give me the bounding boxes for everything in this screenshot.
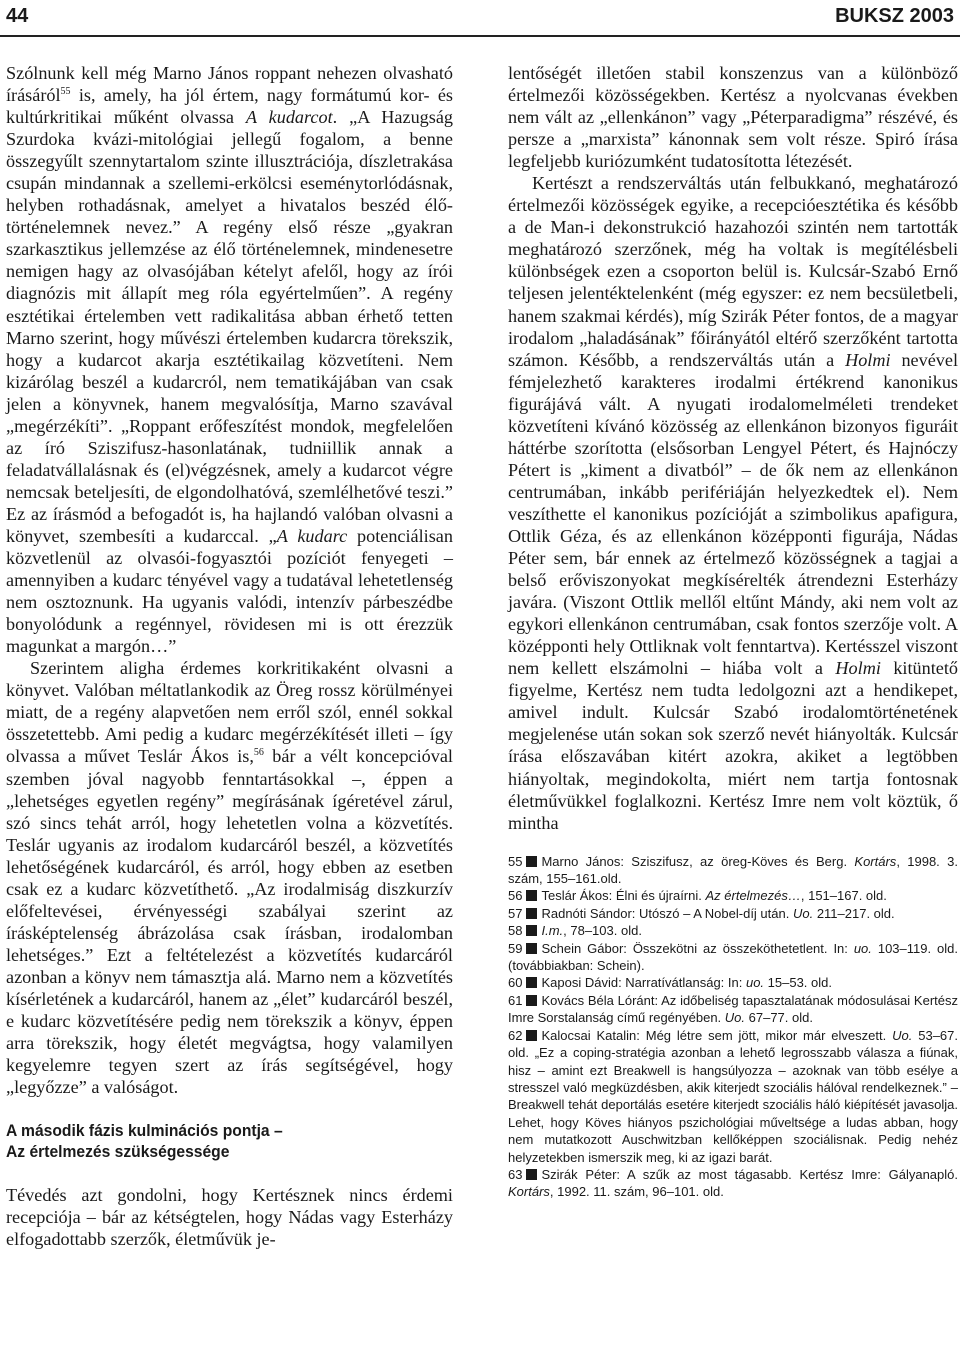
footnote-60: 60 Kaposi Dávid: Narratívátlanság: In: uo. 15–53. old. xyxy=(508,975,832,991)
footnote-number: 61 xyxy=(508,992,523,1008)
header-rule xyxy=(0,35,960,37)
footnote-number: 55 xyxy=(508,853,523,869)
right-column xyxy=(508,62,958,1201)
square-bullet-icon xyxy=(526,925,537,936)
paragraph: Tévedés azt gondolni, hogy Kertésznek nincs érdemi recepciója – bár az kétségtelen, hogy Nádas vagy Esterházy elfogadottabb szerzők, életművük je- xyxy=(6,1185,453,1250)
footnote-number: 60 xyxy=(508,975,523,991)
square-bullet-icon xyxy=(526,995,537,1006)
page-header xyxy=(0,0,960,38)
footnote-number: 57 xyxy=(508,905,523,921)
page-number: 44 xyxy=(6,5,29,27)
square-bullet-icon xyxy=(526,856,537,867)
footnote-number: 59 xyxy=(508,940,523,956)
footnote-63: 63 Szirák Péter: A szűk az most tágasabb. Kertész Imre: Gályanapló. Kortárs, 1992. 11. szám, 96–101. old. xyxy=(508,1166,958,1200)
left-column xyxy=(6,62,453,1250)
footnote-57: 57 Radnóti Sándor: Utószó – A Nobel-díj után. Uo. 211–217. old. xyxy=(508,905,895,921)
footnote-62: 62 Kalocsai Katalin: Még létre sem jött, mikor már elveszett. Uo. 53–67. old. „Ez a coping-stratégia azonban a lehető legrosszabb válasza a fiúnak, hisz – amint ezt Breakwell is hangsúlyozza – azoknak van több esélye a stresszel való megküzdésben, akik kiterjedt szociális hálóval rendelkeznek.” – Breakwell tehát deportálás esetére kiterjedt szociális háló kiépítését javasolja. Lehet, hogy Köves hiányos pszichológiai műveltsége a ludas abban, hogy nem mutatkozott Auschwitzban kellőképpen szociálisnak. Pedig nehéz helyzetekben ismerszik meg, ki az igazi barát. xyxy=(508,1027,958,1165)
footnote-ref[interactable]: 55 xyxy=(60,85,71,97)
footnote-number: 56 xyxy=(508,888,523,904)
square-bullet-icon xyxy=(526,1030,537,1041)
journal-title: BUKSZ 2003 xyxy=(835,5,954,27)
paragraph: lentőségét illetően stabil konszenzus van a különböző értelmezői közösségekben. Kertész a nyolcvanas években nem vált az „ellenkánon” vagy „Péterparadigma” részévé, és persze a „marxista” kánonnak sem volt része. Spiró írása legfeljebb kuriózumként tudatosította létezését. xyxy=(508,63,958,172)
paragraph: Szólnunk kell még Marno János roppant nehezen olvasható írásáról$^{55}$ is, amely, ha jól értem, nagy formátumú kor- és kultúrkritikai műként olvassa A kudarcot. „A Hazugság Szurdoka kvázi-mitológiai jellegű fogalom, a benne összegyűlt szennytartalom szinte illusztrációja, díszletrakása csupán mindannak a szellemi-erkölcsi eseménytorlódásnak, helyben rothadásnak, amelyet a hivatalos beszéd élő-történelemnek nevez.” A regény első része „gyakran szarkasztikus jellemzése az élő történelemnek, mindenesetre nemigen hagy az olvasójában kételyt afelől, hogy az írói diagnózis mit állapít meg róla egyértelműen”. A regény esztétikai értelemben vett radikalitása abban érhető tetten Marno szerint, hogy művészi értelemben kudarcra törekszik, hogy a kudarcot akarja esztétikailag közvetíteni. Nem kizárólag beszél a kudarcról, nem tematikájában van csak jelen a könyvnek, hanem megvalósítja, Marno szavával „megérzékíti”. „Roppant erőfeszítést mondok, megfelelően az író Sziszifusz-hasonlatának, tudniillik annak a feladatvállalásnak és (el)végzésnek, amely a kudarcot végre nemcsak beteljesíti, de elgondolhatóvá, szemlélhetővé teszi.” Ez az írásmód a befogadót is, ha hajlandó valóban olvasni a könyvet, szembesíti a kudarccal. „A kudarc potenciálisan közvetlenül az olvasói-fogyasztói pozíciót fenyegeti – amennyiben a kudarc tényével vagy a tudatával lehetetlenség nem osztoznunk. Ha ugyanis valódi, intenzív párbeszédbe bonyolódunk a regénnyel, rövidesen mi is ott érezzük magunkat a margón…” xyxy=(6,63,453,657)
section-heading: A második fázis kulminációs pontja – Az értelmezés szükségessége xyxy=(6,1121,283,1162)
footnote-56: 56 Teslár Ákos: Élni és újraírni. Az értelmezés…, 151–167. old. xyxy=(508,888,887,904)
paragraph: Kertészt a rendszerváltás után felbukkanó, meghatározó értelmezői közösségek egyike, a recepcióesztétika és később a de Man-i dekonstrukció hazahozói szintén nem tartották meghatározó szerzőnek, még ha voltak is megítélésbeli különbségek ezen a csoporton belül is. Kulcsár-Szabó Ernő teljesen jelentéktelenként (még egyszer: ez nem becsületbeli, hanem szakmai kérdés), míg Szirák Péter fontos, de a magyar irodalom „haladásának” főirányától eltérő szerzőként tartotta számon. Később, a rendszerváltás után a Holmi nevével fémjelezhető karakteres irodalmi értékrend kanonikus figurájává vált. A nyugati irodalomelméleti trendeket közvetíteni kívánó közösség az ellenkánon bizonyos figuráit háttérbe szorította (elsősorban Lengyel Pétert, és Hajnóczy Pétert is „kiment a divatból” – de ők nem az ellenkánon centrumában, inkább perifériáján helyezkedtek el). Nem veszíthette el kanonikus pozícióját a szimbolikus apafigura, Ottlik Géza, és az ellenkánon középponti figurája, Nádas Péter sem, bár ennek az értelmező közösségnek a tagjai a belső erőviszonyokat megkísérelték átrendezni Esterházy javára. (Viszont Ottlik mellől eltűnt Mándy, aki nem volt az egykori ellenkánon centrumában, csak fontos szerzője volt. A középponti hely Ottliknak volt fenntartva). Kertésszel viszont nem kellett elszámolni – hiába volt a Holmi kitüntető figyelme, Kertész nem tudta ledolgozni azt a hendikepet, amivel indult. Kulcsár Szabó irodalomtörténetének megjelenése után sokan sok szerző nevét hiányolták. Kulcsár írása előszavában kitért azokra, akiket a legtöbben hiányoltak, megindokolta, miért nem tartja fontosnak életművükkel foglalkozni. Kertész Imre nem volt köztük, ő mintha xyxy=(508,173,958,833)
square-bullet-icon xyxy=(526,943,537,954)
footnote-ref[interactable]: 56 xyxy=(253,747,264,759)
footnotes xyxy=(508,853,958,1201)
paragraph: Szerintem aligha érdemes korkritikaként olvasni a könyvet. Valóban méltatlankodik az Öreg rossz körülményei miatt, de a regény alapvetően nem erről szól, ennél sokkal összetettebb. Ami pedig a kudarc megérzékítését illeti – így olvassa a művet Teslár Ákos is,$^{56}$ bár a vélt koncepcióval szemben jóval nagyobb fenntartásokkal –, éppen a „lehetséges egyetlen regény” megírásának ígéretével zárul, szó sincs tehát arról, hogy lehetetlen volna a közvetítés. Teslár ugyanis az irodalom kudarcáról beszél, a közvetítés lehetőségének kudarcáról, és arról, hogy ebben az esetben csak ez a kudarc közvetíthető. „Az irodalmiság diszkurzív előfeltevései, érvényességi szabályai szerint az írásképtelenség ábrázolása csak írásban, irodalomban lehetséges.” Ezt a feltételezést a közvetítés kudarcáról azonban a könyv nem támasztja alá. Marno nem a közvetítés kísérletének a kudarcáról, hanem az „élet” kudarcáról beszél, e kudarc közvetítésére pedig nem törekszik a könyv, éppen arra törekszik, hogy életét megvágtsa, hogy valamilyen kegyelemre tegyen szert az írás segítségével, hogy „legyőzze” a valóságot. xyxy=(6,658,453,1098)
footnote-number: 63 xyxy=(508,1166,523,1182)
square-bullet-icon xyxy=(526,977,537,988)
square-bullet-icon xyxy=(526,908,537,919)
footnote-number: 58 xyxy=(508,923,523,939)
footnote-61: 61 Kovács Béla Lóránt: Az időbeliség tapasztalatának módosulásai Kertész Imre Sorstalanság című regényében. Uo. 67–77. old. xyxy=(508,992,958,1026)
square-bullet-icon xyxy=(526,1169,537,1180)
footnote-55: 55 Marno János: Sziszifusz, az öreg-Köves és Berg. Kortárs, 1998. 3. szám, 155–161.old. xyxy=(508,853,958,887)
square-bullet-icon xyxy=(526,890,537,901)
footnote-59: 59 Schein Gábor: Összekötni az összeköthetetlent. In: uo. 103–119. old. (továbbiakban: Schein). xyxy=(508,940,958,974)
footnote-58: 58 I.m., 78–103. old. xyxy=(508,923,642,939)
footnote-number: 62 xyxy=(508,1027,523,1043)
